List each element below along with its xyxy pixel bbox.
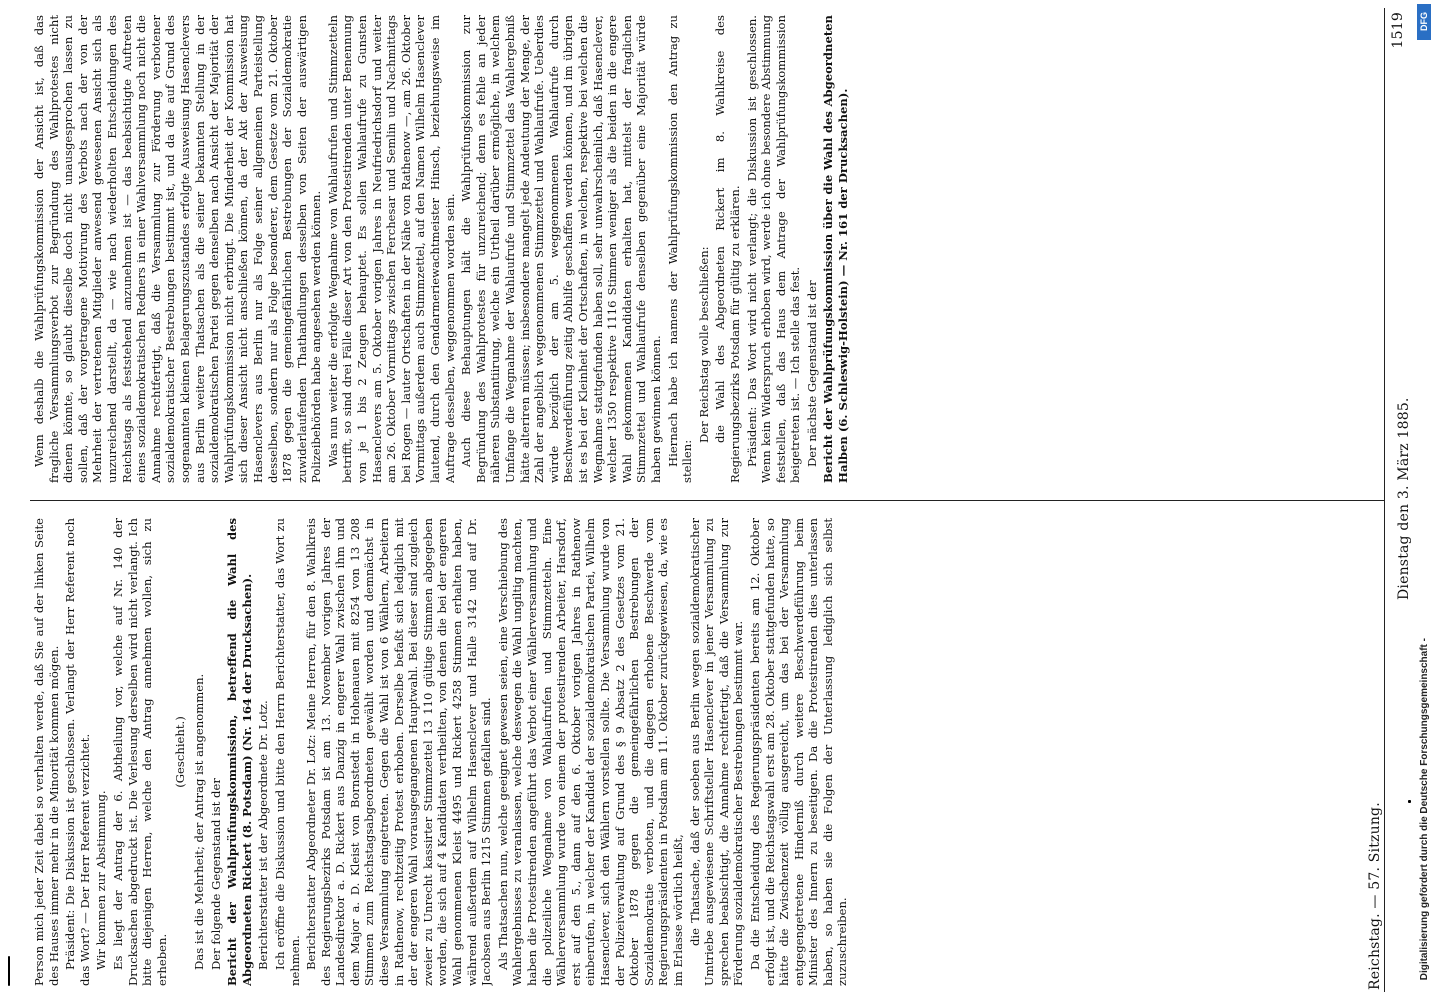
page-number: 1519	[1390, 12, 1406, 49]
column-divider	[30, 500, 1385, 501]
stage-direction: (Geschieht.)	[173, 716, 188, 788]
paragraph: Das ist die Mehrheit; der Antrag ist angenommen.	[191, 673, 206, 970]
paragraph: Als Thatsachen nun, welche geeignet gewesen seien, eine Verschiebung des Wahlergebnisses zu veranlassen, welche deswegen die Wahl ungiltig machten, haben die Protestirenden angeführt das Verbot einer Wählerversammlung und die polizeiliche Wegnahme von Wahlaufrufen und Stimmzetteln. Eine Wählerversammlung wurde von einem der protestirenden Arbeiter, Harsdorf, erst auf den 5., dann auf den 6. Oktober vorigen Jahres in Rathenow einberufen, in welcher der Kandidat der sozialdemokratischen Partei, Wilhelm Hasenclever, sich den Wählern vorstellen sollte. Die Versammlung wurde von der Polizeiverwaltung auf Grund des § 9 Absatz 2 des Gesetzes vom 21. Oktober 1878 gegen die gemeingefährlichen Bestrebungen der Sozialdemokratie verboten, und die dagegen erhobene Beschwerde vom Regierungspräsidenten in Potsdam am 11. Oktober zurückgewiesen, da, wie es im Erlasse wörtlich heißt,	[495, 518, 685, 986]
dfg-watermark-strip	[0, 0, 16, 1000]
paragraph: Es liegt der Antrag der 6. Abtheilung vor, welche auf Nr. 140 der Drucksachen abgedruckt ist. Die Verlesung derselben wird nicht verlangt. Ich bitte diejenigen Herren, welche den Antrag annehmen wollen, sich zu erheben.	[110, 518, 169, 986]
paragraph: Berichterstatter Abgeordneter Dr. Lotz: Meine Herren, für den 8. Wahlkreis des Regierungsbezirks Potsdam ist am 13. November vorigen Jahres der Landesdirektor a. D. Rickert aus Danzig in engerer Wahl zwischen ihm und dem Major a. D. Kleist von Bornstedt in Hohenauen mit 8254 von 13 208 Stimmen zum Reichstagsabgeordneten gewählt worden und demnächst in diese Versammlung eingetreten. Gegen die Wahl ist von 6 Wählern, Arbeitern in Rathenow, rechtzeitig Protest erhoben. Derselbe befaßt sich lediglich mit der der engeren Wahl vorausgegangenen Hauptwahl. Bei dieser sind zugleich zweier zu Unrecht kassirter Stimmzettel 13 110 gültige Stimmen abgegeben worden, die sich auf 4 Kandidaten vertheilten, von denen die bei der engeren Wahl genommenen Kleist 4495 und Rickert 4258 Stimmen erhalten haben, während außerdem auf Wilhelm Hasenclever und Halle 3142 und auf Dr. Jacobsen aus Berlin 1215 Stimmen gefallen sind.	[304, 518, 494, 986]
agenda-item-heading: Bericht der Wahlprüfungskommission über die Wahl des Abgeordneten Halben (6. Schleswig-Holstein) — Nr. 161 der Drucksachen).	[821, 15, 851, 483]
paragraph: Präsident: Das Wort wird nicht verlangt; die Diskussion ist geschlossen. Wenn kein Widerspruch erhoben wird, werde ich ohne besondere Abstimmung feststellen, daß das Haus dem Antrage der Wahlprüfungskommission beigetreten ist. — Ich stelle das fest.	[744, 15, 803, 483]
right-column	[32, 15, 1377, 483]
paragraph: die Wahl des Abgeordneten Rickert im 8. Wahlkreise des Regierungsbezirks Potsdam für gültig zu erklären.	[713, 15, 742, 483]
running-header-left: Reichstag. — 57. Sitzung.	[1367, 802, 1383, 990]
dfg-watermark-text: Digitalisierung gefördert durch die Deutsche Forschungsgemeinschaft -	[1419, 637, 1430, 980]
agenda-item-heading: Bericht der Wahlprüfungskommission, betreffend die Wahl des Abgeordneten Rickert (8. Potsdam) (Nr. 164 der Drucksachen).	[225, 518, 254, 986]
paragraph: Der folgende Gegenstand ist der	[208, 778, 223, 970]
running-header-date: Dienstag den 3. März 1885.	[1396, 397, 1412, 600]
dfg-logo: DFG	[1417, 4, 1431, 40]
paragraph: Berichterstatter ist der Abgeordnete Dr. Lotz.	[256, 700, 271, 970]
paragraph: Ich eröffne die Diskussion und bitte den Herrn Berichterstatter, das Wort zu nehmen.	[272, 518, 302, 986]
paragraph: Was nun weiter die erfolgte Wegnahme von Wahlaufrufen und Stimmzetteln betrifft, so sind drei Fälle dieser Art von den Protestirenden unter Benennung von je 1 bis 2 Zeugen behauptet. Es sollen Wahlaufrufe zu Gunsten Hasenclevers am 5. Oktober vorigen Jahres in Neufriedrichsdorf und weiter am 26. Oktober Vormittags zwischen Ferchesar und Semlin und Nachmittags bei Rogen — lauter Ortschaften in der Nähe von Rathenow —, am 26. Oktober Vormittags außerdem auch Stimmzettel, auf den Namen Wilhelm Hasenclever lautend, durch den Gendarmeriewachtmeister Hinsch, beziehungsweise im Auftrage desselben, weggenommen worden sein.	[325, 15, 457, 483]
paragraph: Der nächste Gegenstand ist der	[804, 280, 819, 467]
left-column	[32, 518, 1377, 986]
paragraph: die Thatsache, daß der soeben aus Berlin wegen sozialdemokratischer Umtriebe ausgewiesene Schriftsteller Hasenclever in jener Versammlung zu sprechen beabsichtigt, die Annahme rechtfertigt, daß die Versammlung zur Förderung sozialdemokratischer Bestrebungen bestimmt war.	[687, 518, 746, 986]
paragraph: Da die Entscheidung des Regierungspräsidenten bereits am 12. Oktober erfolgt ist, und die Reichstagswahl erst am 28. Oktober stattgefunden hatte, so hätte die Zwischenzeit völlig ausgereicht, um das bei der Versammlung entgegengetretene Hinderniß durch weitere Beschwerdeführung beim Minister des Innern zu beseitigen. Da die Protestirenden dies unterlassen haben, so haben sie die Folgen der Unterlassung lediglich sich selbst zuzuschreiben.	[747, 518, 850, 986]
scan-speck	[8, 956, 10, 986]
paragraph: Der Reichstag wolle beschließen:	[696, 246, 711, 443]
paragraph: Auch diese Behauptungen hält die Wahlprüfungskommission zur Begründung des Wahlprotestes für unzureichend; denn es fehle an jeder näheren Substantiirung, welche ein Urtheil darüber ermögliche, in welchem Umfange die Wegnahme der Wahlaufrufe und Stimmzettel das Wahlergebniß hätte alteriren müssen; insbesondere mangelt jede Andeutung der Menge, der Zahl der angeblich weggenommenen Stimmzettel und Wahlaufrufe. Ueberdies würde bezüglich der am 5. weggenommenen Wahlaufrufe durch Beschwerdeführung zeitig Abhilfe geschaffen werden können, und im übrigen ist es bei der Kleinheit der Ortschaften, in welchen, respektive bei welchen die Wegnahme stattgefunden haben soll, sehr unwahrscheinlich, daß Hasenclever, welcher 1350 respektive 1116 Stimmen weniger als die beiden in die engere Wahl gekommenen Kandidaten erhalten hat, mittelst der fraglichen Stimmzettel und Wahlaufrufe denselben gegenüber eine Majorität würde haben gewinnen können.	[459, 15, 663, 483]
paragraph: Person mich jeder Zeit dabei so verhalten werde, daß Sie auf der linken Seite des Hauses immer mehr in die Minorität kommen mögen.	[32, 518, 61, 986]
paragraph: Wenn deshalb die Wahlprüfungskommission der Ansicht ist, daß das fragliche Versammlungsverbot zur Begründung des Wahlprotestes nicht dienen könnte, so glaubt dieselbe doch nicht unausgesprochen lassen zu sollen, daß der vorgetragene Motivirung des Verbots nach der von der Mehrheit der vertretenen Mitglieder anwesend gewesenen Ansicht sich als unzureichend darstellt, da — wie nach wiederholten Entscheidungen des Reichstags als feststehend anzunehmen ist — das beabsichtigte Auftreten eines sozialdemokratischen Redners in einer Wahlversammlung noch nicht die Annahme rechtfertigt, daß die Versammlung zur Förderung verbotener sozialdemokratischer Bestrebungen bestimmt ist, und da die auf Grund des sogenannten kleinen Belagerungszustandes erfolgte Ausweisung Hasenclevers aus Berlin weitere Thatsachen als die seiner bekannten Stellung in der sozialdemokratischen Partei gegen denselben nach Ansicht der Majorität der Wahlprüfungskommission nicht erbringt. Die Minderheit der Kommission hat sich dieser Ansicht nicht anschließen können, da der Akt der Ausweisung Hasenclevers aus Berlin nur als Folge seiner allgemeinen Parteistellung desselben, sondern nur als Folge besonderer, dem Gesetze vom 21. Oktober 1878 gegen die gemeingefährlichen Bestrebungen der Sozialdemokratie zuwiderlaufenden Thathandlungen desselben von Seiten der auswärtigen Polizeibehörden habe angesehen werden können.	[32, 15, 324, 483]
scan-speck	[1408, 800, 1411, 803]
dfg-watermark	[1416, 0, 1432, 1000]
paragraph: Präsident: Die Diskussion ist geschlossen. Verlangt der Herr Referent noch das Wort? — Der Herr Referent verzichtet.	[63, 518, 92, 986]
paragraph: Hiernach habe ich namens der Wahlprüfungskommission den Antrag zu stellen:	[665, 15, 695, 483]
paragraph: Wir kommen zur Abstimmung.	[94, 790, 109, 970]
